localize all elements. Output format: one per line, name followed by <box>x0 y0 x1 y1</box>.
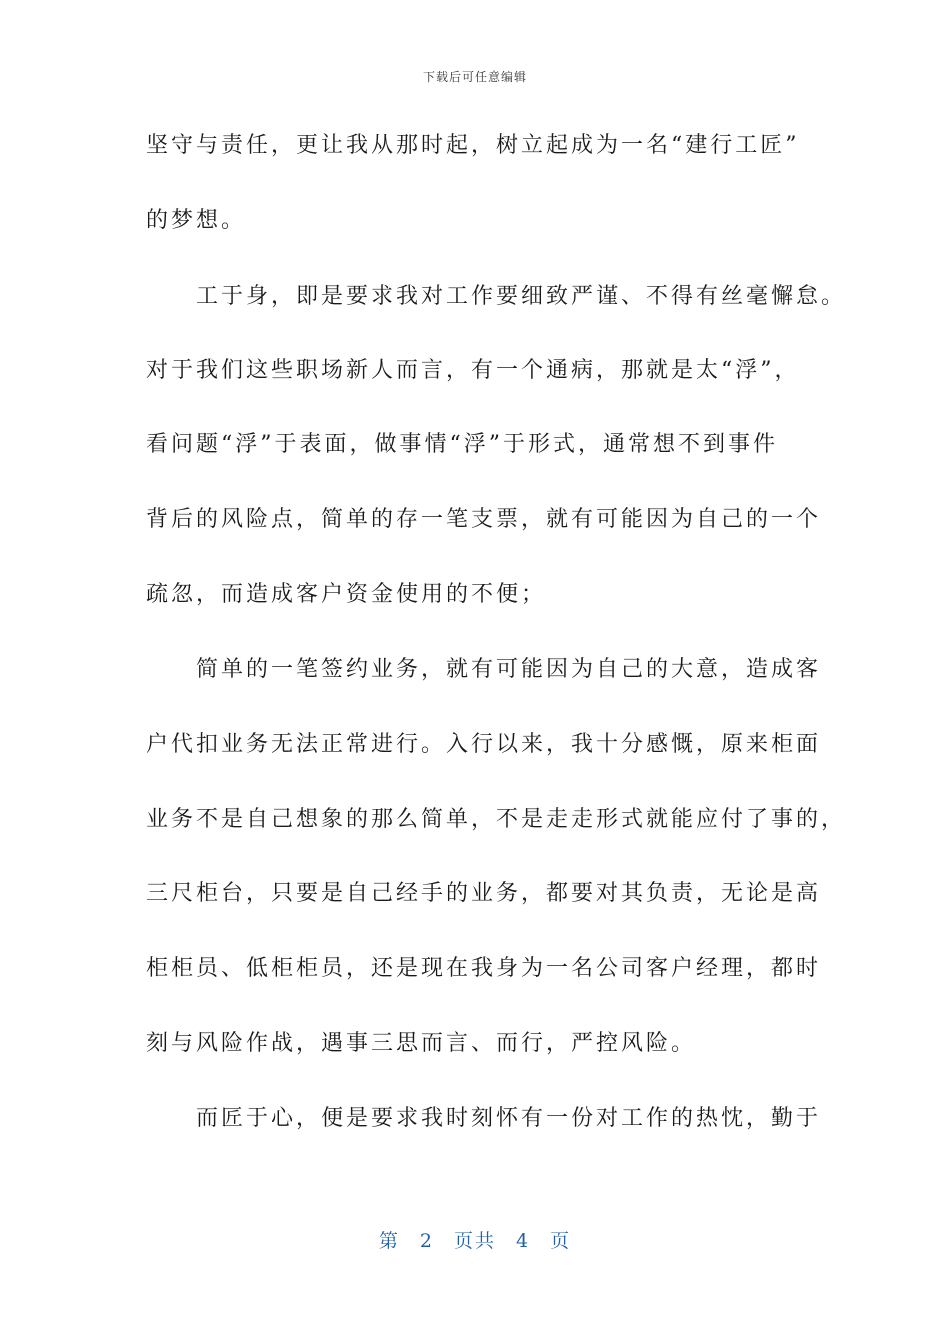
text-line: 看问题“浮”于表面，做事情“浮”于形式，通常想不到事件 <box>146 432 778 457</box>
text-line: 三尺柜台，只要是自己经手的业务，都要对其负责，无论是高 <box>146 881 822 906</box>
page-label-suffix: 页 <box>550 1230 572 1252</box>
text-line: 柜柜员、低柜柜员，还是现在我身为一名公司客户经理，都时 <box>146 956 822 981</box>
text-line: 背后的风险点，简单的存一笔支票，就有可能因为自己的一个 <box>146 507 822 532</box>
text-line: 刻与风险作战，遇事三思而言、而行，严控风险。 <box>146 1031 697 1056</box>
page-label-mid: 页共 <box>453 1230 496 1252</box>
text-line: 对于我们这些职场新人而言，有一个通病，那就是太“浮”， <box>146 358 800 383</box>
text-line: 坚守与责任，更让我从那时起，树立起成为一名“建行工匠” <box>146 133 800 158</box>
text-line: 简单的一笔签约业务，就有可能因为自己的大意，造成客 <box>146 657 822 682</box>
page-footer <box>0 1226 950 1253</box>
text-line: 业务不是自己想象的那么简单，不是走走形式就能应付了事的， <box>146 807 847 832</box>
text-line: 疏忽，而造成客户资金使用的不便； <box>146 582 547 607</box>
page-label-prefix: 第 <box>378 1230 400 1252</box>
current-page-number: 2 <box>419 1230 434 1252</box>
text-line: 户代扣业务无法正常进行。入行以来，我十分感慨，原来柜面 <box>146 732 822 757</box>
text-line: 而匠于心，便是要求我时刻怀有一份对工作的热忱，勤于 <box>146 1106 822 1131</box>
text-line: 的梦想。 <box>146 208 247 233</box>
total-page-count: 4 <box>516 1230 531 1252</box>
text-line: 工于身，即是要求我对工作要细致严谨、不得有丝毫懈怠。 <box>146 284 847 309</box>
page-header-note: 下载后可任意编辑 <box>422 70 527 84</box>
